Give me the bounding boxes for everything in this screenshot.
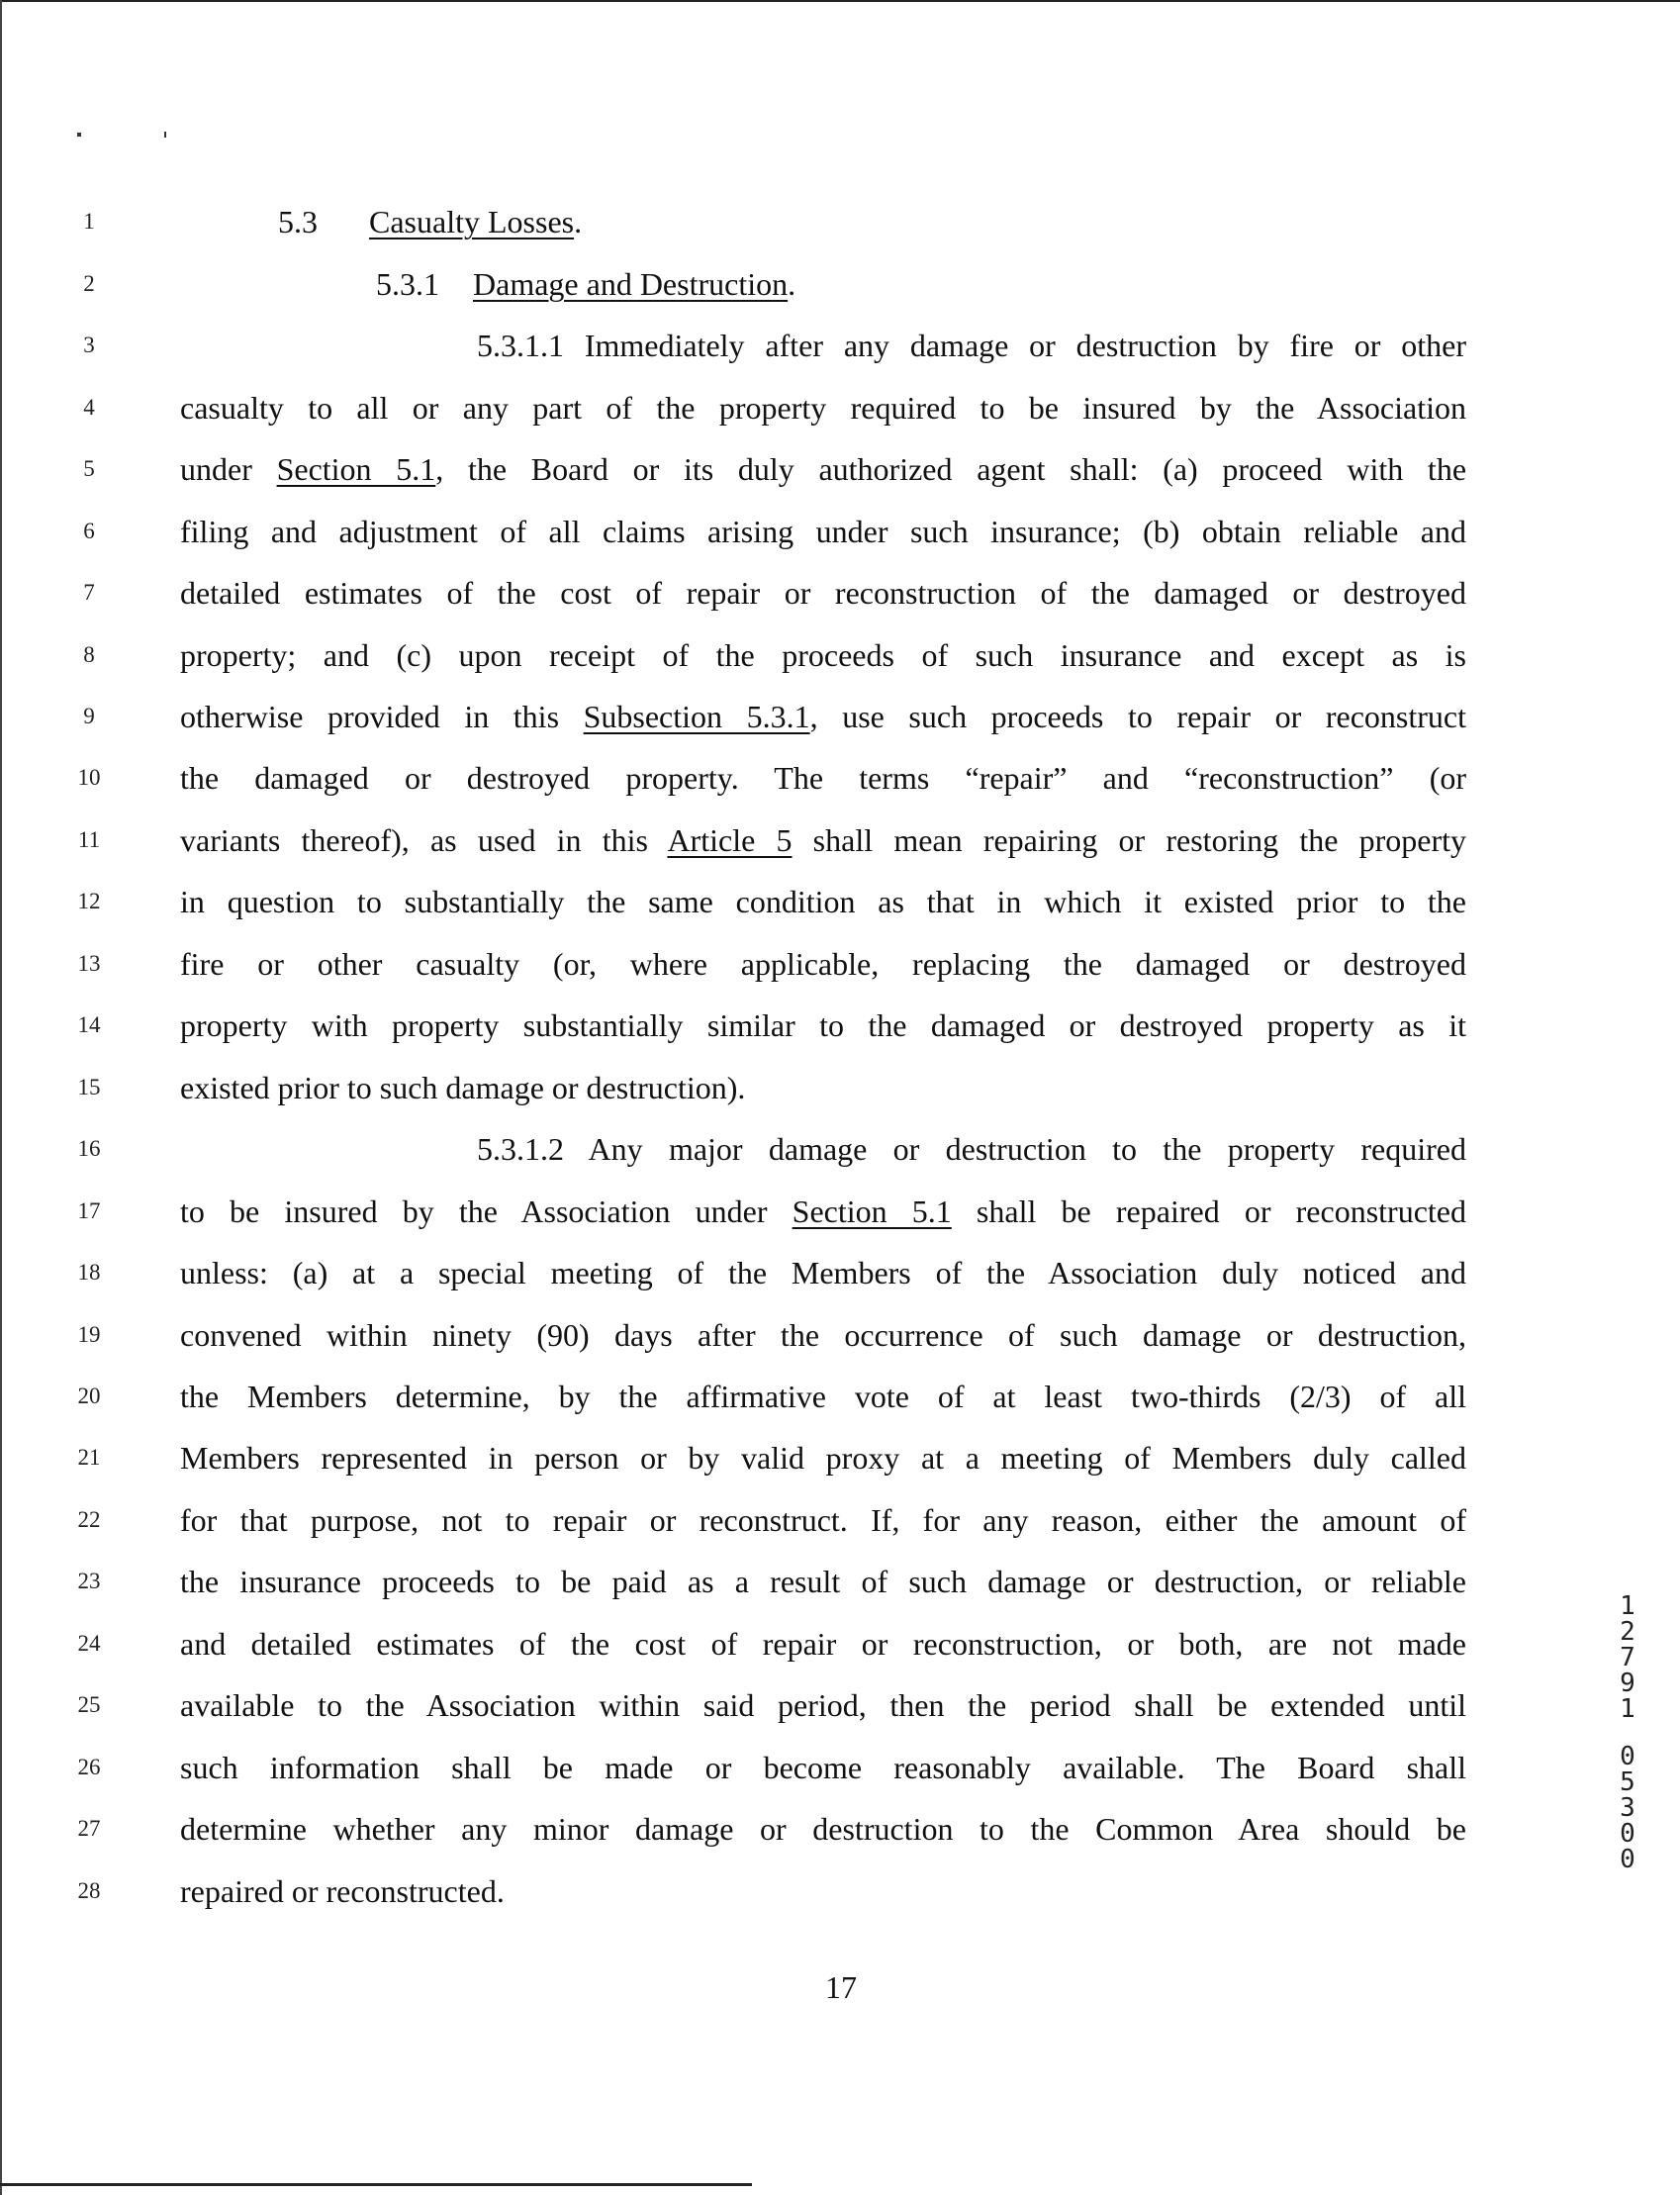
section-reference-link: Section 5.1 xyxy=(792,1193,952,1229)
text-run: variants thereof), as used in this xyxy=(180,822,668,858)
paragraph-line xyxy=(180,820,1466,860)
text-run: shall mean repairing or restoring the property xyxy=(792,822,1467,858)
paragraph-line: repaired or reconstructed. xyxy=(180,1873,505,1909)
heading-period: . xyxy=(574,204,583,239)
line-number: 22 xyxy=(77,1507,101,1532)
stamp-digit: 0 xyxy=(1620,1819,1635,1849)
paragraph-line: Members represented in person or by valid proxy at a meeting of Members duly called xyxy=(180,1440,1466,1476)
text-run: under xyxy=(180,451,277,487)
article-reference-link: Article 5 xyxy=(667,822,793,858)
section-title: Damage and Destruction xyxy=(473,266,789,302)
scan-left-border xyxy=(0,0,2,2195)
paragraph-line: 5.3.1.2 Any major damage or destruction to the property required xyxy=(477,1131,1466,1167)
section-number: 5.3 xyxy=(278,204,318,239)
line-number: 10 xyxy=(77,765,101,790)
line-number: 13 xyxy=(77,951,101,976)
section-number: 5.3.1 xyxy=(376,266,439,302)
paragraph-line xyxy=(180,449,1466,489)
scan-bottom-border xyxy=(0,2183,752,2186)
paragraph-line: unless: (a) at a special meeting of the Members of the Association duly noticed and xyxy=(180,1255,1466,1290)
section-5-3-heading xyxy=(278,202,971,241)
scan-speck xyxy=(77,133,81,137)
stamp-digit: 0 xyxy=(1620,1742,1635,1771)
line-number: 26 xyxy=(77,1755,101,1779)
paragraph-line: existed prior to such damage or destruction). xyxy=(180,1070,746,1105)
text-run: , use such proceeds to repair or reconstruct xyxy=(809,699,1466,734)
line-number: 20 xyxy=(77,1384,101,1408)
line-number: 4 xyxy=(83,395,95,420)
paragraph-line: in question to substantially the same condition as that in which it existed prior to the xyxy=(180,884,1466,919)
text-run: , the Board or its duly authorized agent shall: (a) proceed with the xyxy=(435,451,1467,487)
line-number: 18 xyxy=(77,1260,101,1285)
page-number: 17 xyxy=(825,1969,857,2005)
line-number: 3 xyxy=(83,333,95,357)
line-number: 2 xyxy=(83,271,95,296)
line-number: 6 xyxy=(83,519,95,543)
paragraph-line: determine whether any minor damage or destruction to the Common Area should be xyxy=(180,1811,1466,1847)
stamp-digit: 2 xyxy=(1620,1617,1635,1647)
line-number: 15 xyxy=(77,1075,101,1099)
paragraph-line: available to the Association within said period, then the period shall be extended until xyxy=(180,1687,1466,1723)
line-number: 5 xyxy=(83,456,95,481)
paragraph-line: property; and (c) upon receipt of the proceeds of such insurance and except as is xyxy=(180,637,1466,673)
paragraph-line xyxy=(180,697,1466,736)
line-number: 19 xyxy=(77,1322,101,1347)
stamp-digit: 9 xyxy=(1620,1669,1635,1698)
subsection-reference-link: Subsection 5.3.1 xyxy=(583,699,810,734)
stamp-digit: 3 xyxy=(1620,1793,1635,1823)
line-number: 21 xyxy=(77,1445,101,1470)
paragraph-line: property with property substantially similar to the damaged or destroyed property as it xyxy=(180,1007,1466,1043)
paragraph-line: the Members determine, by the affirmative vote of at least two-thirds (2/3) of all xyxy=(180,1379,1466,1414)
section-5-3-1-heading xyxy=(376,264,1167,304)
line-number: 7 xyxy=(83,580,95,605)
text-run: to be insured by the Association under xyxy=(180,1193,793,1229)
stamp-digit: 0 xyxy=(1620,1845,1635,1874)
paragraph-line: convened within ninety (90) days after the occurrence of such damage or destruction, xyxy=(180,1317,1466,1353)
line-number: 1 xyxy=(83,209,95,234)
text-run: shall be repaired or reconstructed xyxy=(951,1193,1467,1229)
paragraph-line: and detailed estimates of the cost of repair or reconstruction, or both, are not made xyxy=(180,1626,1466,1662)
paragraph-line: filing and adjustment of all claims arising under such insurance; (b) obtain reliable and xyxy=(180,514,1466,549)
recording-stamp xyxy=(1613,1593,1642,1872)
paragraph-line: 5.3.1.1 Immediately after any damage or destruction by fire or other xyxy=(477,328,1466,363)
line-number: 27 xyxy=(77,1816,101,1841)
paragraph-line: fire or other casualty (or, where applicable, replacing the damaged or destroyed xyxy=(180,946,1466,982)
scan-top-border xyxy=(0,0,1680,2)
line-number: 14 xyxy=(77,1012,101,1037)
stamp-digit: 5 xyxy=(1620,1767,1635,1797)
scan-speck xyxy=(164,132,166,138)
paragraph-line: such information shall be made or become reasonably available. The Board shall xyxy=(180,1750,1466,1785)
paragraph-line xyxy=(180,1192,1466,1231)
section-reference-link: Section 5.1 xyxy=(276,451,436,487)
line-number: 24 xyxy=(77,1631,101,1656)
paragraph-line: casualty to all or any part of the property required to be insured by the Association xyxy=(180,390,1466,426)
line-number: 28 xyxy=(77,1878,101,1903)
line-number: 11 xyxy=(77,827,101,852)
stamp-digit: 1 xyxy=(1620,1694,1635,1724)
line-number: 8 xyxy=(83,642,95,667)
stamp-digit: 7 xyxy=(1620,1643,1635,1672)
paragraph-line: the insurance proceeds to be paid as a result of such damage or destruction, or reliable xyxy=(180,1564,1466,1599)
paragraph-line: for that purpose, not to repair or reconstruct. If, for any reason, either the amount of xyxy=(180,1502,1466,1538)
line-number: 17 xyxy=(77,1198,101,1223)
text-run: otherwise provided in this xyxy=(180,699,584,734)
line-number: 23 xyxy=(77,1569,101,1593)
line-number: 9 xyxy=(83,704,95,728)
line-number: 12 xyxy=(77,889,101,913)
line-number: 25 xyxy=(77,1692,101,1717)
paragraph-line: the damaged or destroyed property. The terms “repair” and “reconstruction” (or xyxy=(180,760,1466,796)
line-number: 16 xyxy=(77,1136,101,1161)
paragraph-line: detailed estimates of the cost of repair or reconstruction of the damaged or destroyed xyxy=(180,575,1466,611)
heading-period: . xyxy=(788,266,796,302)
stamp-digit: 1 xyxy=(1620,1591,1635,1621)
section-title: Casualty Losses xyxy=(369,204,575,239)
